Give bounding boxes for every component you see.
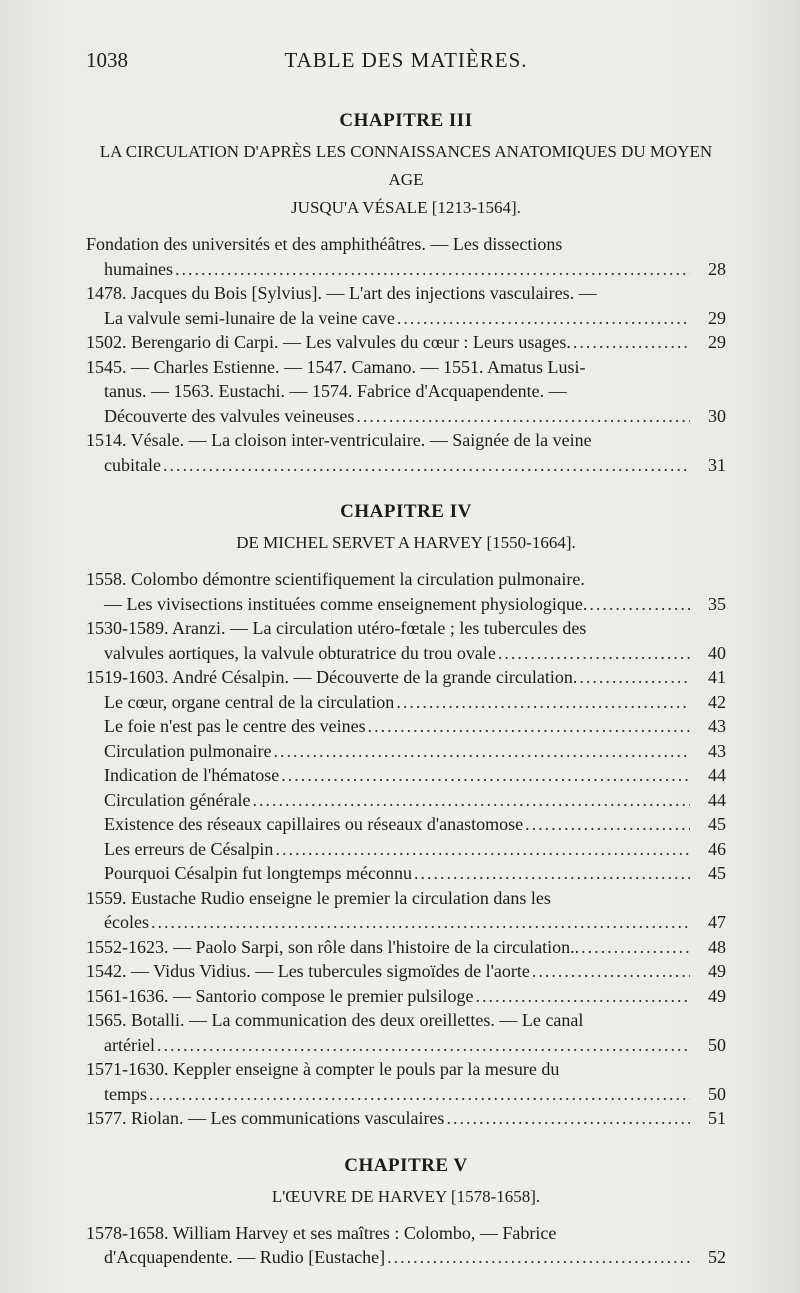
dot-leader xyxy=(151,910,690,935)
toc-entry-line xyxy=(86,763,726,788)
toc-entry xyxy=(86,837,726,862)
toc-entry-text: La valvule semi-lunaire de la veine cave xyxy=(104,307,395,328)
chapter-subtitle-line: DE MICHEL SERVET A HARVEY [1550-1664]. xyxy=(236,533,576,552)
dot-leader xyxy=(356,404,690,429)
toc-entry-line xyxy=(86,837,726,862)
toc-entry xyxy=(86,861,726,886)
table-of-contents xyxy=(86,100,726,1270)
toc-entry-text: 1502. Berengario di Carpi. — Les valvules du cœur : Leurs usages. xyxy=(86,332,571,352)
page-number: 1038 xyxy=(86,48,128,72)
toc-page-number: 44 xyxy=(708,765,726,785)
toc-page-number: 50 xyxy=(708,1083,726,1104)
dot-leader xyxy=(387,1245,690,1270)
dot-leader xyxy=(396,690,690,715)
toc-entry-text: 1559. Eustache Rudio enseigne le premier la circulation dans les xyxy=(86,887,551,908)
dot-leader xyxy=(149,1082,690,1107)
toc-entry-line xyxy=(86,1245,726,1270)
toc-entry-text: artériel xyxy=(104,1034,155,1055)
toc-page-number: 42 xyxy=(708,691,726,712)
toc-entry-text: 1478. Jacques du Bois [Sylvius]. — L'art des injections vasculaires. — xyxy=(86,283,597,303)
toc-entry xyxy=(86,665,726,690)
toc-entry xyxy=(86,355,726,429)
toc-entry-line xyxy=(86,812,726,837)
toc-entry-text: 1565. Botalli. — La communication des deux oreillettes. — Le canal xyxy=(86,1010,584,1030)
chapter-section xyxy=(86,1137,726,1270)
toc-entry xyxy=(86,1008,726,1057)
toc-page-number: 41 xyxy=(708,667,726,687)
toc-page-number: 48 xyxy=(708,936,726,957)
toc-entry-text: d'Acquapendente. — Rudio [Eustache] xyxy=(104,1247,386,1267)
chapter-subtitle-line: L'ŒUVRE DE HARVEY [1578-1658]. xyxy=(271,1186,541,1206)
dot-leader xyxy=(157,1033,690,1058)
dot-leader xyxy=(252,788,690,813)
toc-page-number: 49 xyxy=(708,985,726,1006)
toc-page-number: 40 xyxy=(708,642,726,663)
toc-entry xyxy=(86,763,726,788)
toc-page-number: 45 xyxy=(708,814,726,834)
toc-entry-text: 1558. Colombo démontre scientifiquement la circulation pulmonaire. xyxy=(86,569,585,589)
toc-entry-text: 1561-1636. — Santorio compose le premier pulsiloge xyxy=(86,985,474,1006)
toc-entry xyxy=(86,281,726,330)
toc-page-number: 45 xyxy=(708,863,726,883)
page-header xyxy=(86,48,726,78)
toc-entry-line xyxy=(86,404,726,429)
toc-entry xyxy=(86,1106,726,1131)
toc-entry-text: 1571-1630. Keppler enseigne à compter le pouls par la mesure du xyxy=(86,1059,560,1079)
toc-entry-line xyxy=(86,306,726,331)
dot-leader xyxy=(368,714,690,739)
toc-entry-line xyxy=(86,739,726,764)
toc-entry-text: 1545. — Charles Estienne. — 1547. Camano. — 1551. Amatus Lusi- xyxy=(86,356,586,377)
toc-page-number: 31 xyxy=(708,454,726,475)
toc-page-number: 46 xyxy=(708,838,726,859)
toc-entry xyxy=(86,714,726,739)
toc-entry-text: 1577. Riolan. — Les communications vasculaires xyxy=(86,1108,445,1128)
toc-entry-text: Indication de l'hématose xyxy=(104,765,280,785)
toc-entry xyxy=(86,935,726,960)
dot-leader xyxy=(275,837,690,862)
dot-leader xyxy=(446,1106,690,1131)
dot-leader xyxy=(573,330,690,355)
dot-leader xyxy=(175,257,690,282)
toc-page-number: 43 xyxy=(708,740,726,761)
chapter-subtitle-line: LA CIRCULATION D'APRÈS LES CONNAISSANCES ANATOMIQUES DU MOYEN AGE xyxy=(99,142,713,189)
toc-entry-text: Le cœur, organe central de la circulation xyxy=(104,691,395,712)
toc-entry-text: Découverte des valvules veineuses xyxy=(104,405,355,426)
toc-page-number: 47 xyxy=(708,912,726,932)
toc-page-number: 51 xyxy=(708,1108,726,1128)
toc-entry xyxy=(86,739,726,764)
toc-entry-text: temps xyxy=(104,1083,147,1104)
toc-entry-line xyxy=(86,1082,726,1107)
toc-entry-line xyxy=(86,861,726,886)
toc-entry-line xyxy=(86,788,726,813)
toc-page-number: 43 xyxy=(708,716,726,736)
dot-leader xyxy=(281,763,690,788)
toc-entry xyxy=(86,428,726,477)
toc-entry-line xyxy=(86,330,726,355)
toc-page-number: 49 xyxy=(708,961,726,981)
toc-entry-text: valvules aortiques, la valvule obturatrice du trou ovale xyxy=(104,642,496,663)
toc-entry-line xyxy=(86,714,726,739)
running-title: TABLE DES MATIÈRES. xyxy=(284,48,528,72)
toc-entry-line xyxy=(86,453,726,478)
toc-entry-line xyxy=(86,257,726,282)
dot-leader xyxy=(163,453,690,478)
toc-page-number: 28 xyxy=(708,258,726,279)
toc-entry xyxy=(86,330,726,355)
toc-entry-text: 1530-1589. Aranzi. — La circulation utéro-fœtale ; les tubercules des xyxy=(86,618,587,638)
toc-page-number: 50 xyxy=(708,1034,726,1055)
toc-entry-text: Fondation des universités et des amphithéâtres. — Les dissections xyxy=(86,234,563,254)
toc-entry xyxy=(86,616,726,665)
toc-entry-text: — Les vivisections instituées comme enseignement physiologique. xyxy=(104,593,588,614)
toc-entry-text: écoles xyxy=(104,912,149,932)
toc-entry-line xyxy=(86,690,726,715)
toc-entry xyxy=(86,959,726,984)
toc-entry xyxy=(86,1221,726,1270)
toc-entry xyxy=(86,788,726,813)
toc-entry-line xyxy=(86,984,726,1009)
dot-leader xyxy=(589,592,690,617)
toc-page-number: 30 xyxy=(708,405,726,426)
chapter-subtitle xyxy=(86,529,726,557)
dot-leader xyxy=(273,739,690,764)
toc-entry-text: Existence des réseaux capillaires ou réseaux d'anastomose xyxy=(104,814,524,834)
chapter-section xyxy=(86,483,726,1131)
toc-entry xyxy=(86,232,726,281)
toc-entry-line xyxy=(86,641,726,666)
dot-leader xyxy=(397,306,690,331)
chapter-subtitle xyxy=(86,1183,726,1211)
toc-entry-text: Pourquoi Césalpin fut longtemps méconnu xyxy=(104,863,412,883)
toc-entry-text: Circulation générale xyxy=(104,789,251,810)
toc-entry-line xyxy=(86,959,726,984)
toc-entry-line xyxy=(86,1106,726,1131)
toc-page-number: 52 xyxy=(708,1247,726,1267)
toc-page-number: 35 xyxy=(708,593,726,614)
toc-entry-text: cubitale xyxy=(104,454,161,475)
dot-leader xyxy=(414,861,690,886)
dot-leader xyxy=(498,641,690,666)
toc-entry-text: 1578-1658. William Harvey et ses maîtres : Colombo, — Fabrice xyxy=(86,1222,557,1243)
toc-entry xyxy=(86,690,726,715)
chapter-subtitle xyxy=(86,138,726,222)
toc-entry-text: Circulation pulmonaire xyxy=(104,740,272,761)
toc-entry-line xyxy=(86,1033,726,1058)
toc-entry-text: Les erreurs de Césalpin xyxy=(104,838,274,859)
toc-entry-line xyxy=(86,592,726,617)
toc-entry-text: 1542. — Vidus Vidius. — Les tubercules sigmoïdes de l'aorte xyxy=(86,961,530,981)
toc-entry-line xyxy=(86,665,726,690)
toc-entry xyxy=(86,984,726,1009)
toc-entry-text: humaines xyxy=(104,258,173,279)
toc-entry xyxy=(86,812,726,837)
dot-leader xyxy=(525,812,690,837)
toc-entry-text: Le foie n'est pas le centre des veines xyxy=(104,716,366,736)
toc-entry-line xyxy=(86,910,726,935)
dot-leader xyxy=(532,959,690,984)
toc-entry xyxy=(86,1057,726,1106)
toc-entry xyxy=(86,567,726,616)
toc-page-number: 29 xyxy=(708,332,726,352)
toc-entry-text: 1552-1623. — Paolo Sarpi, son rôle dans l'histoire de la circulation.. xyxy=(86,936,580,957)
toc-entry-text: 1514. Vésale. — La cloison inter-ventriculaire. — Saignée de la veine xyxy=(86,430,592,450)
toc-page-number: 29 xyxy=(708,307,726,328)
toc-entry-line xyxy=(86,935,726,960)
chapter-title: CHAPITRE IV xyxy=(340,501,472,522)
toc-entry xyxy=(86,886,726,935)
toc-entry-text: 1519-1603. André Césalpin. — Découverte de la grande circulation. xyxy=(86,667,578,687)
chapter-subtitle-line: JUSQU'A VÉSALE [1213-1564]. xyxy=(291,198,521,217)
toc-entry-text: tanus. — 1563. Eustachi. — 1574. Fabrice d'Acquapendente. — xyxy=(104,381,567,401)
chapter-title: CHAPITRE III xyxy=(339,110,473,131)
dot-leader xyxy=(579,665,690,690)
dot-leader xyxy=(581,935,690,960)
dot-leader xyxy=(475,984,690,1009)
chapter-section xyxy=(86,106,726,477)
toc-page-number: 44 xyxy=(708,789,726,810)
chapter-title: CHAPITRE V xyxy=(344,1154,468,1176)
